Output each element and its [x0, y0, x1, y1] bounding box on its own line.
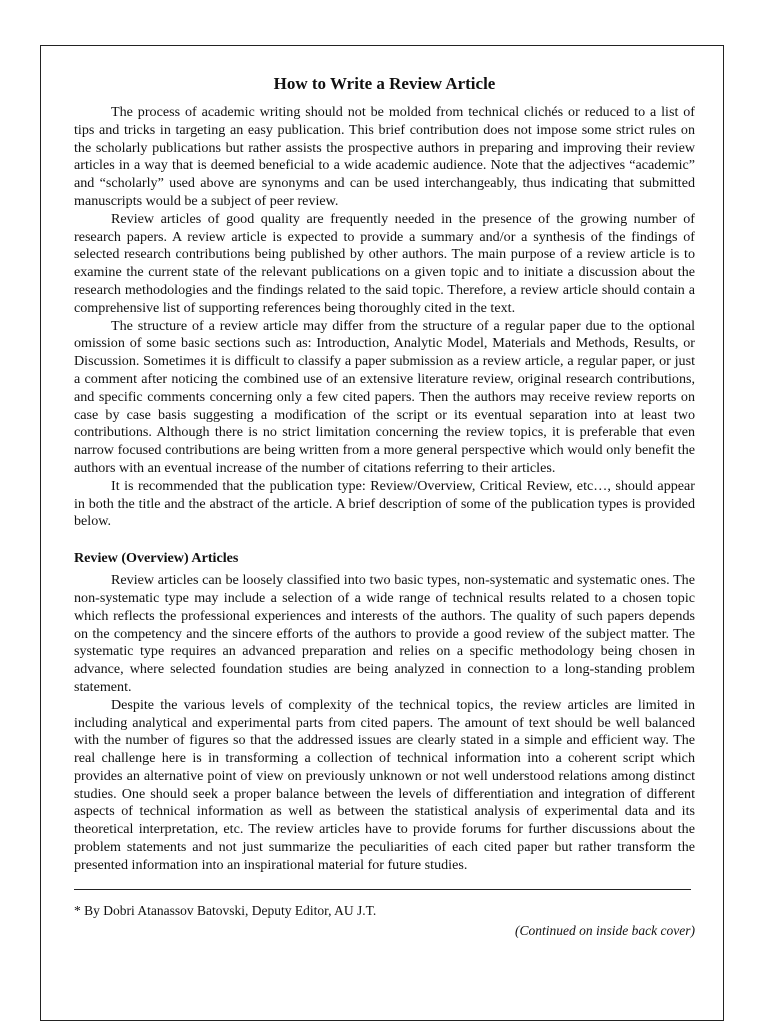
footnote-divider [74, 889, 691, 890]
intro-paragraph-3: The structure of a review article may differ from the structure of a regular paper due to the optional omission of some basic sections such as: Introduction, Analytic Model, Materials and Methods, Results, or Discussion. Sometimes it is difficult to classify a paper submission as a review article, a regular paper, or just a comment after noticing the combined use of an extensive literature review, original research contributions, and specific comments concerning only a few cited papers. Then the authors may receive review reports on case by case basis suggesting a modification of the script or its eventual separation into at least two contributions. Although there is no strict limitation concerning the review topics, it is preferable that even narrow focused contributions are being written from a more general perspective which would only benefit the authors with an eventual increase of the number of citations referring to their articles. [74, 317, 695, 476]
continued-note: (Continued on inside back cover) [515, 922, 695, 938]
section-paragraph-2: Despite the various levels of complexity of the technical topics, the review articles are limited in including analytical and experimental parts from cited papers. The amount of text should be well balanced with the number of figures so that the addressed issues are clearly stated in a simple and efficient way. The real challenge here is in transforming a collection of technical information into a coherent script which provides an alternative point of view on previously unknown or not well understood relations among distinct studies. One should seek a proper balance between the levels of differentiation and integration of different aspects of technical information as well as between the statistical analysis of experimental data and its theoretical interpretation, etc. The review articles have to provide forums for further discussions about the problem statements and not just summarize the peculiarities of each cited paper but rather transform the presented information into an inspirational material for future studies. [74, 696, 695, 873]
page-frame [40, 45, 724, 1021]
author-footnote: * By Dobri Atanassov Batovski, Deputy Editor, AU J.T. [74, 902, 377, 918]
intro-paragraph-2: Review articles of good quality are frequently needed in the presence of the growing number of research papers. A review article is expected to provide a summary and/or a synthesis of the findings of selected research contributions being published by other authors. The main purpose of a review article is to examine the current state of the relevant publications on a given topic and to initiate a discussion about the research methodologies and the findings related to the said topic. Therefore, a review article should contain a comprehensive list of supporting references being thoroughly cited in the text. [74, 210, 695, 316]
intro-paragraph-4: It is recommended that the publication type: Review/Overview, Critical Review, etc…, should appear in both the title and the abstract of the article. A brief description of some of the publication types is provided below. [74, 477, 695, 530]
intro-paragraph-1: The process of academic writing should not be molded from technical clichés or reduced to a list of tips and tricks in targeting an easy publication. This brief contribution does not impose some strict rules on the scholarly publications but rather assists the prospective authors in preparing and improving their review articles in a way that is deemed beneficial to a wide academic audience. Note that the adjectives “academic” and “scholarly” used above are synonyms and can be used interchangeably, thus indicating that submitted manuscripts would be a subject of peer review. [74, 104, 695, 209]
section-heading-review-articles: Review (Overview) Articles [74, 550, 239, 567]
article-title: How to Write a Review Article [273, 74, 496, 93]
article-body [74, 73, 695, 940]
section-paragraph-1: Review articles can be loosely classified into two basic types, non-systematic and systematic ones. The non-systematic type may include a selection of a wide range of technical results related to a chosen topic which reflects the professional experiences and interests of the authors. The quality of such papers depends on the competency and the sincere efforts of the authors to provide a good review of the subject matter. The systematic type requires an advanced preparation and relies on a specific methodology being chosen in advance, where selected foundation studies are being analyzed in connection to a long-standing problem statement. [74, 572, 695, 695]
